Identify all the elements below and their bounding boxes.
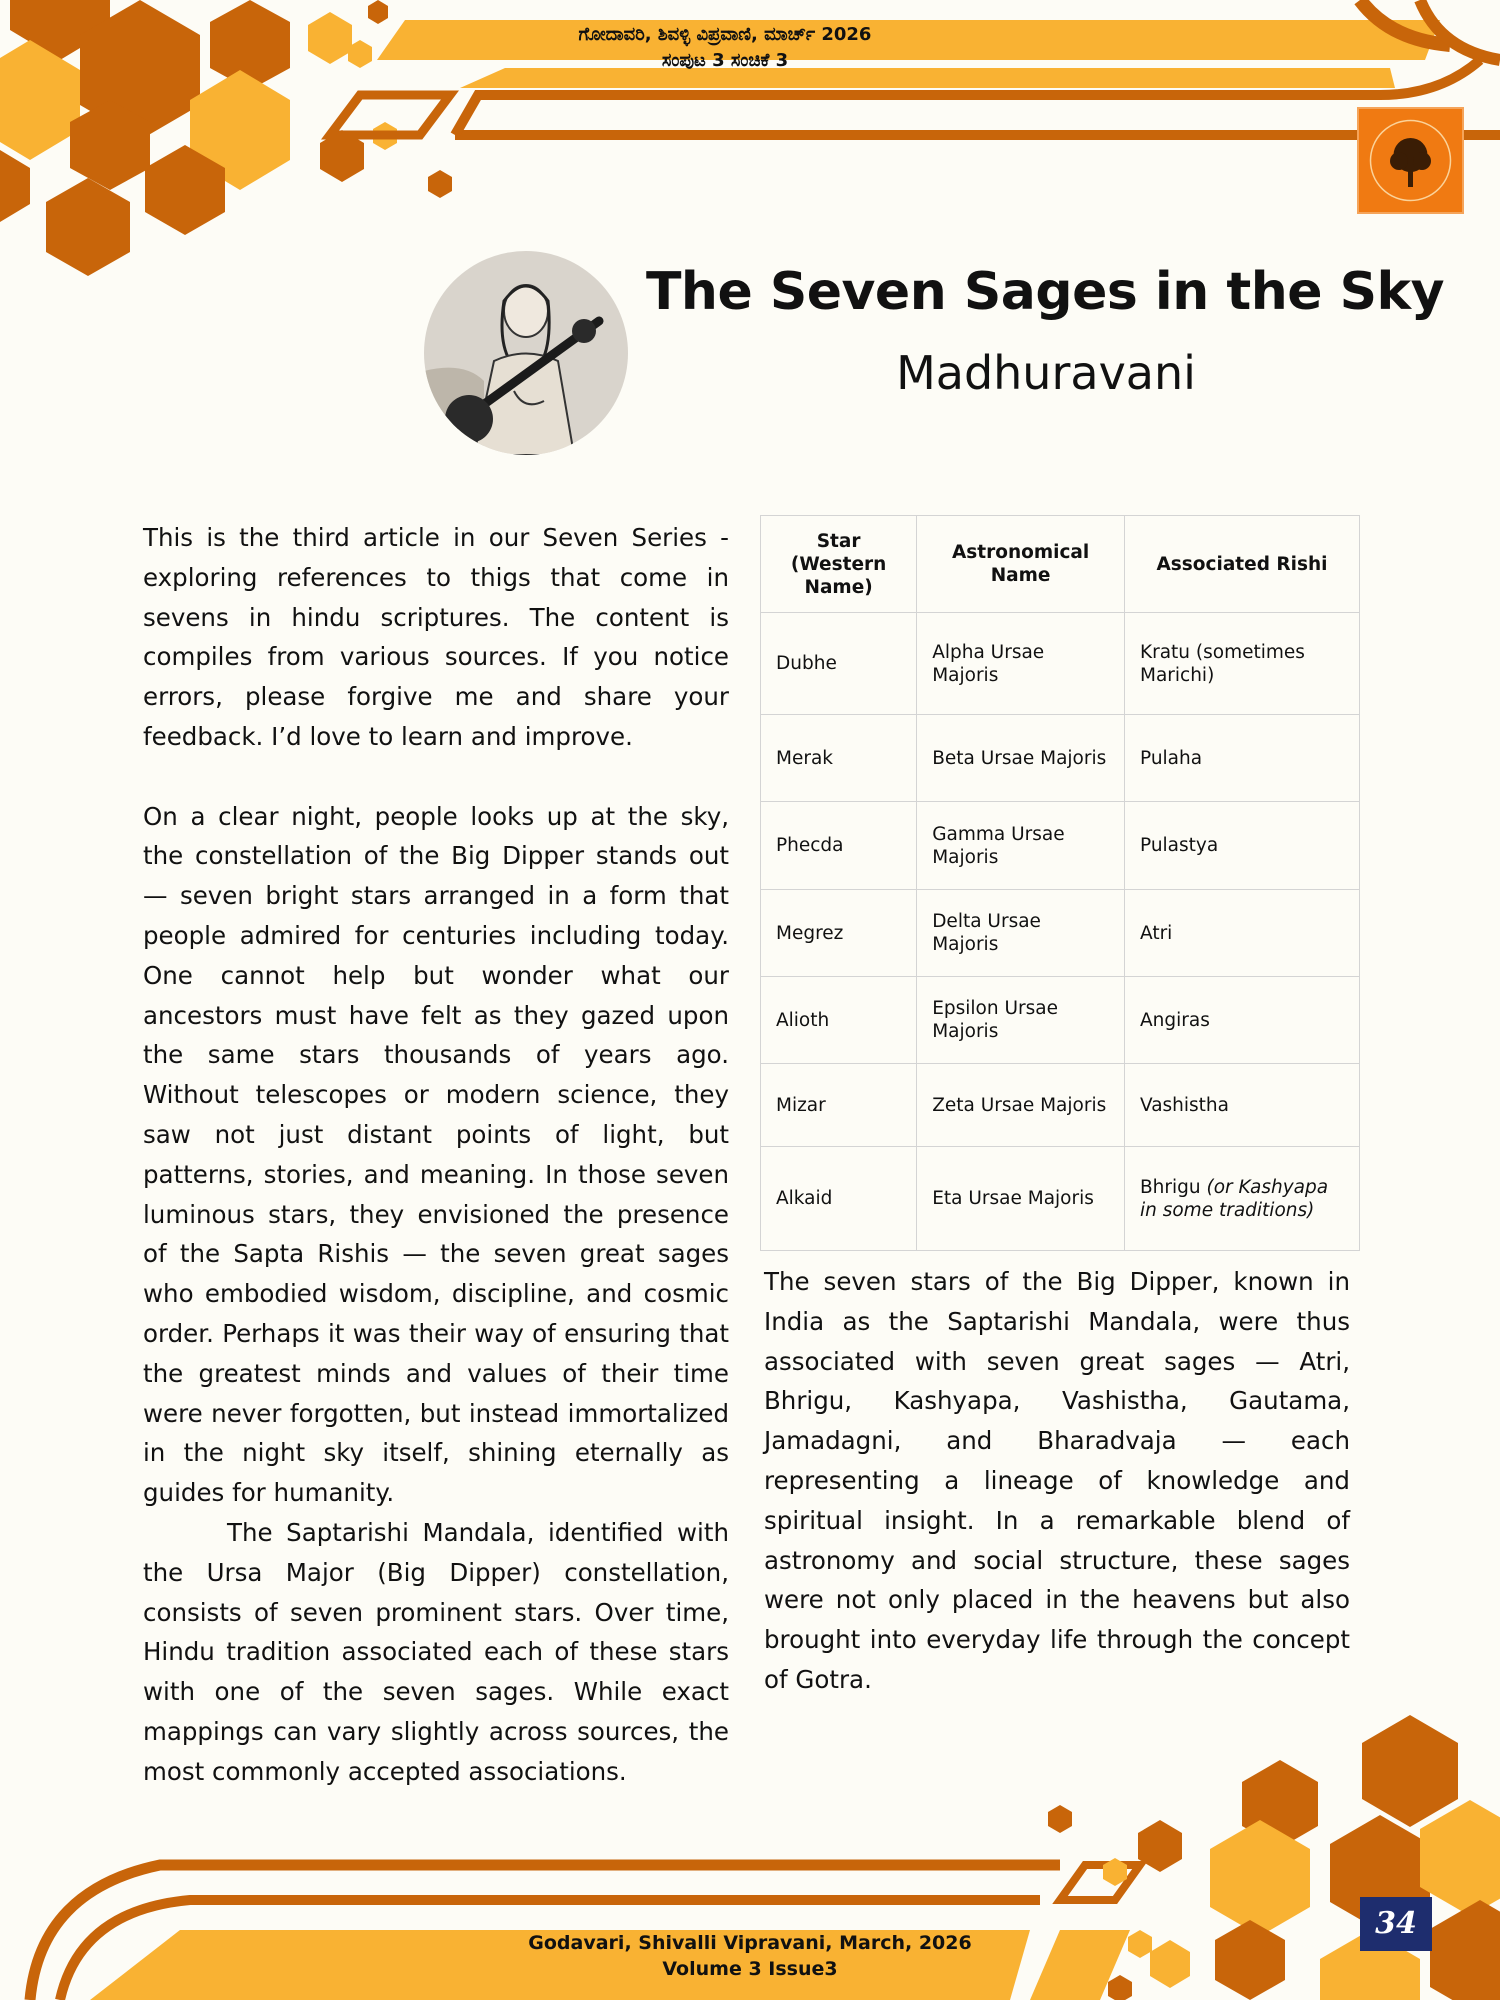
star-cell: Alkaid: [761, 1147, 917, 1251]
footer-publication-line: Godavari, Shivalli Vipravani, March, 2026: [528, 1932, 972, 1954]
rishi-cell: Vashistha: [1124, 1064, 1359, 1147]
star-cell: Dubhe: [761, 613, 917, 715]
table-row: [761, 1147, 1360, 1251]
intro-paragraph: This is the third article in our Seven Series - exploring references to thigs that come in sevens in hindu scriptures. The content is compiles from various sources. If you notice errors, please forgive me and share your feedback. I’d love to learn and improve.: [143, 523, 729, 751]
table-row: [761, 1064, 1360, 1147]
star-cell: Mizar: [761, 1064, 917, 1147]
astronomical-name-cell: Zeta Ursae Majoris: [917, 1064, 1125, 1147]
stripe-shape: [1060, 1865, 1140, 1900]
rishi-note: (or Kashyapa in some traditions): [1139, 1176, 1329, 1221]
star-cell: Merak: [761, 715, 917, 802]
hexagon-shape: [1048, 1805, 1072, 1833]
hexagon-shape: [1420, 1800, 1500, 1916]
astronomical-name-cell: Delta Ursae Majoris: [917, 890, 1125, 977]
article-title: The Seven Sages in the Sky: [645, 262, 1445, 322]
left-column: [143, 518, 729, 1792]
rishi-cell: Angiras: [1124, 977, 1359, 1064]
astronomical-name-cell: Beta Ursae Majoris: [917, 715, 1125, 802]
table-row: [761, 890, 1360, 977]
header-volume-kannada: ಸಂಪುಟ 3 ಸಂಚಿಕೆ 3: [661, 50, 789, 71]
rishi-cell: Atri: [1124, 890, 1359, 977]
paragraph-spacer: [143, 757, 729, 797]
hexagon-shape: [428, 170, 452, 198]
stripe-shape: [455, 95, 1380, 135]
big-dipper-paragraph: On a clear night, people looks up at the sky, the constellation of the Big Dipper stands out — seven bright stars arranged in a form that people admired for centuries including today. One cannot help but wonder what our ancestors must have felt as they gazed upon the same stars thousands of years ago. Without telescopes or modern science, they saw not just distant points of light, but patterns, stories, and meaning. In those seven luminous stars, they envisioned the presence of the Sapta Rishis — the seven great sages who embodied wisdom, discipline, and cosmic order. Perhaps it was their way of ensuring that the greatest minds and values of their time were never forgotten, but instead immortalized in the night sky itself, shining eternally as guides for humanity.: [143, 801, 729, 1508]
rishi-cell: Kratu (sometimes Marichi): [1124, 613, 1359, 715]
column-header-associated-rishi: Associated Rishi: [1124, 516, 1359, 613]
table-row: [761, 613, 1360, 715]
hexagon-shape: [1362, 1715, 1458, 1827]
hexagon-shape: [368, 0, 388, 24]
rishi-cell: Pulaha: [1124, 715, 1359, 802]
table-row: [761, 715, 1360, 802]
star-cell: Megrez: [761, 890, 917, 977]
shivalli-kutumba-logo: [1357, 107, 1464, 214]
astronomical-name-cell: Alpha Ursae Majoris: [917, 613, 1125, 715]
tree-emblem-icon: [1359, 109, 1462, 212]
saraswati-with-veena-illustration: [424, 251, 628, 455]
header-title-kannada: ಗೋದಾವರಿ, ಶಿವಳ್ಳಿ ವಿಪ್ರವಾಣಿ, ಮಾರ್ಚ್ 2026: [578, 24, 872, 45]
saptarishi-mandala-paragraph: The Saptarishi Mandala, identified with the Ursa Major (Big Dipper) constellation, consists of seven prominent stars. Over time, Hindu tradition associated each of these stars with one of the seven sages. While exact mappings can vary slightly across sources, the most commonly accepted associations.: [143, 1517, 729, 1786]
article-author: Madhuravani: [896, 346, 1196, 400]
astronomical-name-cell: Gamma Ursae Majoris: [917, 802, 1125, 890]
footer-volume-line: Volume 3 Issue3: [662, 1958, 838, 1980]
stripe-shape: [460, 68, 1395, 88]
hexagon-shape: [0, 150, 30, 222]
star-cell: Phecda: [761, 802, 917, 890]
rishi-name: Bhrigu: [1139, 1176, 1207, 1198]
stars-sages-table: [760, 515, 1360, 1251]
saraswati-portrait: [424, 251, 628, 455]
table-row: [761, 977, 1360, 1064]
table-row: [761, 802, 1360, 890]
table-header-row: [761, 516, 1360, 613]
saptarishi-gotra-paragraph: The seven stars of the Big Dipper, known in India as the Saptarishi Mandala, were thus associated with seven great sages — Atri, Bhrigu, Kashyapa, Vashistha, Gautama, Jamadagni, and Bharadvaja — each representing a lineage of knowledge and spiritual insight. In a remarkable blend of astronomy and social structure, these sages were not only placed in the heavens but also brought into everyday life through the concept of Gotra.: [764, 1267, 1350, 1694]
astronomical-name-cell: Eta Ursae Majoris: [917, 1147, 1125, 1251]
hexagon-shape: [46, 178, 130, 276]
rishi-cell: Pulastya: [1124, 802, 1359, 890]
right-column: [764, 1262, 1350, 1700]
rishi-cell: [1124, 1147, 1359, 1251]
column-header-star: Star (Western Name): [761, 516, 917, 613]
astronomical-name-cell: Epsilon Ursae Majoris: [917, 977, 1125, 1064]
page-number-badge: 34: [1360, 1897, 1432, 1951]
star-cell: Alioth: [761, 977, 917, 1064]
column-header-astronomical-name: Astronomical Name: [917, 516, 1125, 613]
